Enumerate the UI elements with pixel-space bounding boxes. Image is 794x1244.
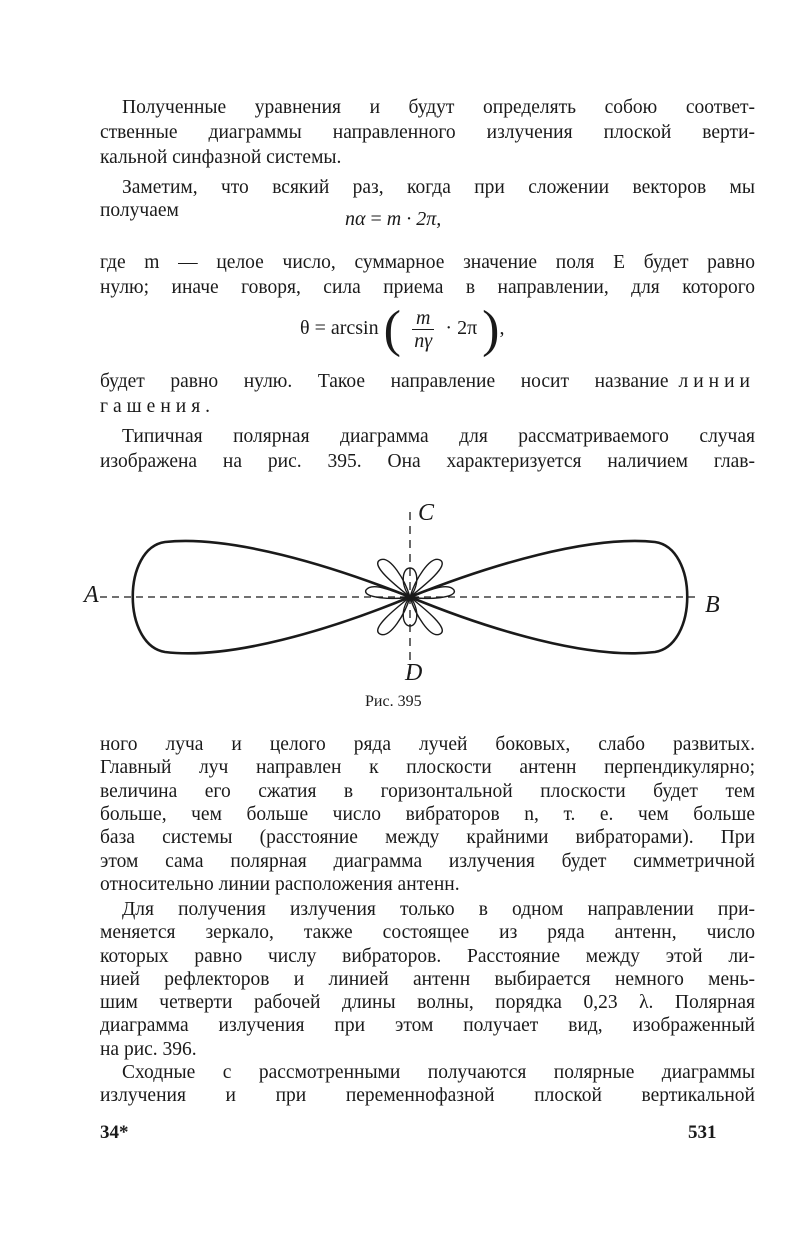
text-line: Типичная полярная диаграмма для рассматриваемого случая <box>122 426 755 447</box>
label-c: C <box>418 500 435 526</box>
label-d: D <box>405 660 423 686</box>
term-spaced: линии <box>678 371 755 392</box>
text-line: Сходные с рассмотренными получаются полярные диаграммы <box>122 1062 755 1083</box>
numerator: m <box>412 307 434 330</box>
formula-rhs: m · 2π, <box>386 208 442 230</box>
text-line: кальной синфазной системы. <box>100 147 342 168</box>
text-line: нулю; иначе говоря, сила приема в направлении, для которого <box>100 277 755 298</box>
text-line: излучения и при переменнофазной плоской вертикальной <box>100 1085 755 1106</box>
text-line: которых равно числу вибраторов. Расстояние между этой ли- <box>100 946 755 967</box>
formula-lhs: nα <box>345 208 366 230</box>
text-line: на рис. 396. <box>100 1039 197 1060</box>
text-line: изображена на рис. 395. Она характеризуется наличием глав- <box>100 451 755 472</box>
text-line: Заметим, что всякий раз, когда при сложении векторов мы <box>122 177 755 198</box>
text-line: нией рефлекторов и линией антенн выбирается немного мень- <box>100 969 755 990</box>
text-span: будет равно нулю. Такое направление носит название <box>100 371 669 392</box>
term-spaced: гашения. <box>100 396 216 417</box>
text-line: где m — целое число, суммарное значение поля E будет равно <box>100 252 755 273</box>
text-line: ственные диаграммы направленного излучения плоской верти- <box>100 122 755 143</box>
text-line: Главный луч направлен к плоскости антенн перпендикулярно; <box>100 757 755 778</box>
text-line: величина его сжатия в горизонтальной плоскости будет тем <box>100 781 755 802</box>
factor: · 2π <box>445 317 478 340</box>
text-line: диаграмма излучения при этом получает вид, изображенный <box>100 1015 755 1036</box>
text-line: получаем <box>100 200 179 221</box>
denominator: nγ <box>414 330 433 352</box>
figure-caption: Рис. 395 <box>365 693 422 710</box>
page-number: 531 <box>688 1122 717 1143</box>
label-b: B <box>705 592 720 618</box>
text-line: ного луча и целого ряда лучей боковых, слабо развитых. <box>100 734 755 755</box>
text-line: больше, чем больше число вибраторов n, т. е. чем больше <box>100 804 755 825</box>
signature-mark: 34* <box>100 1122 129 1143</box>
formula-tail: , <box>499 317 505 340</box>
formula-eq: = <box>370 208 382 230</box>
right-paren: ) <box>482 301 500 358</box>
text-line: относительно линии расположения антенн. <box>100 874 460 895</box>
left-paren: ( <box>383 301 401 358</box>
text-line: меняется зеркало, также состоящее из ряда антенн, число <box>100 922 755 943</box>
label-a: A <box>84 582 99 608</box>
text-line: шим четверти рабочей длины волны, порядка 0,23 λ. Полярная <box>100 992 755 1013</box>
text-line: база системы (расстояние между крайними вибраторами). При <box>100 827 755 848</box>
text-line: Полученные уравнения и будут определять собою соответ- <box>122 97 755 118</box>
formula-lhs: θ = arcsin <box>300 317 379 340</box>
text-line: Для получения излучения только в одном направлении при- <box>122 899 755 920</box>
text-line: этом сама полярная диаграмма излучения будет симметричной <box>100 851 755 872</box>
